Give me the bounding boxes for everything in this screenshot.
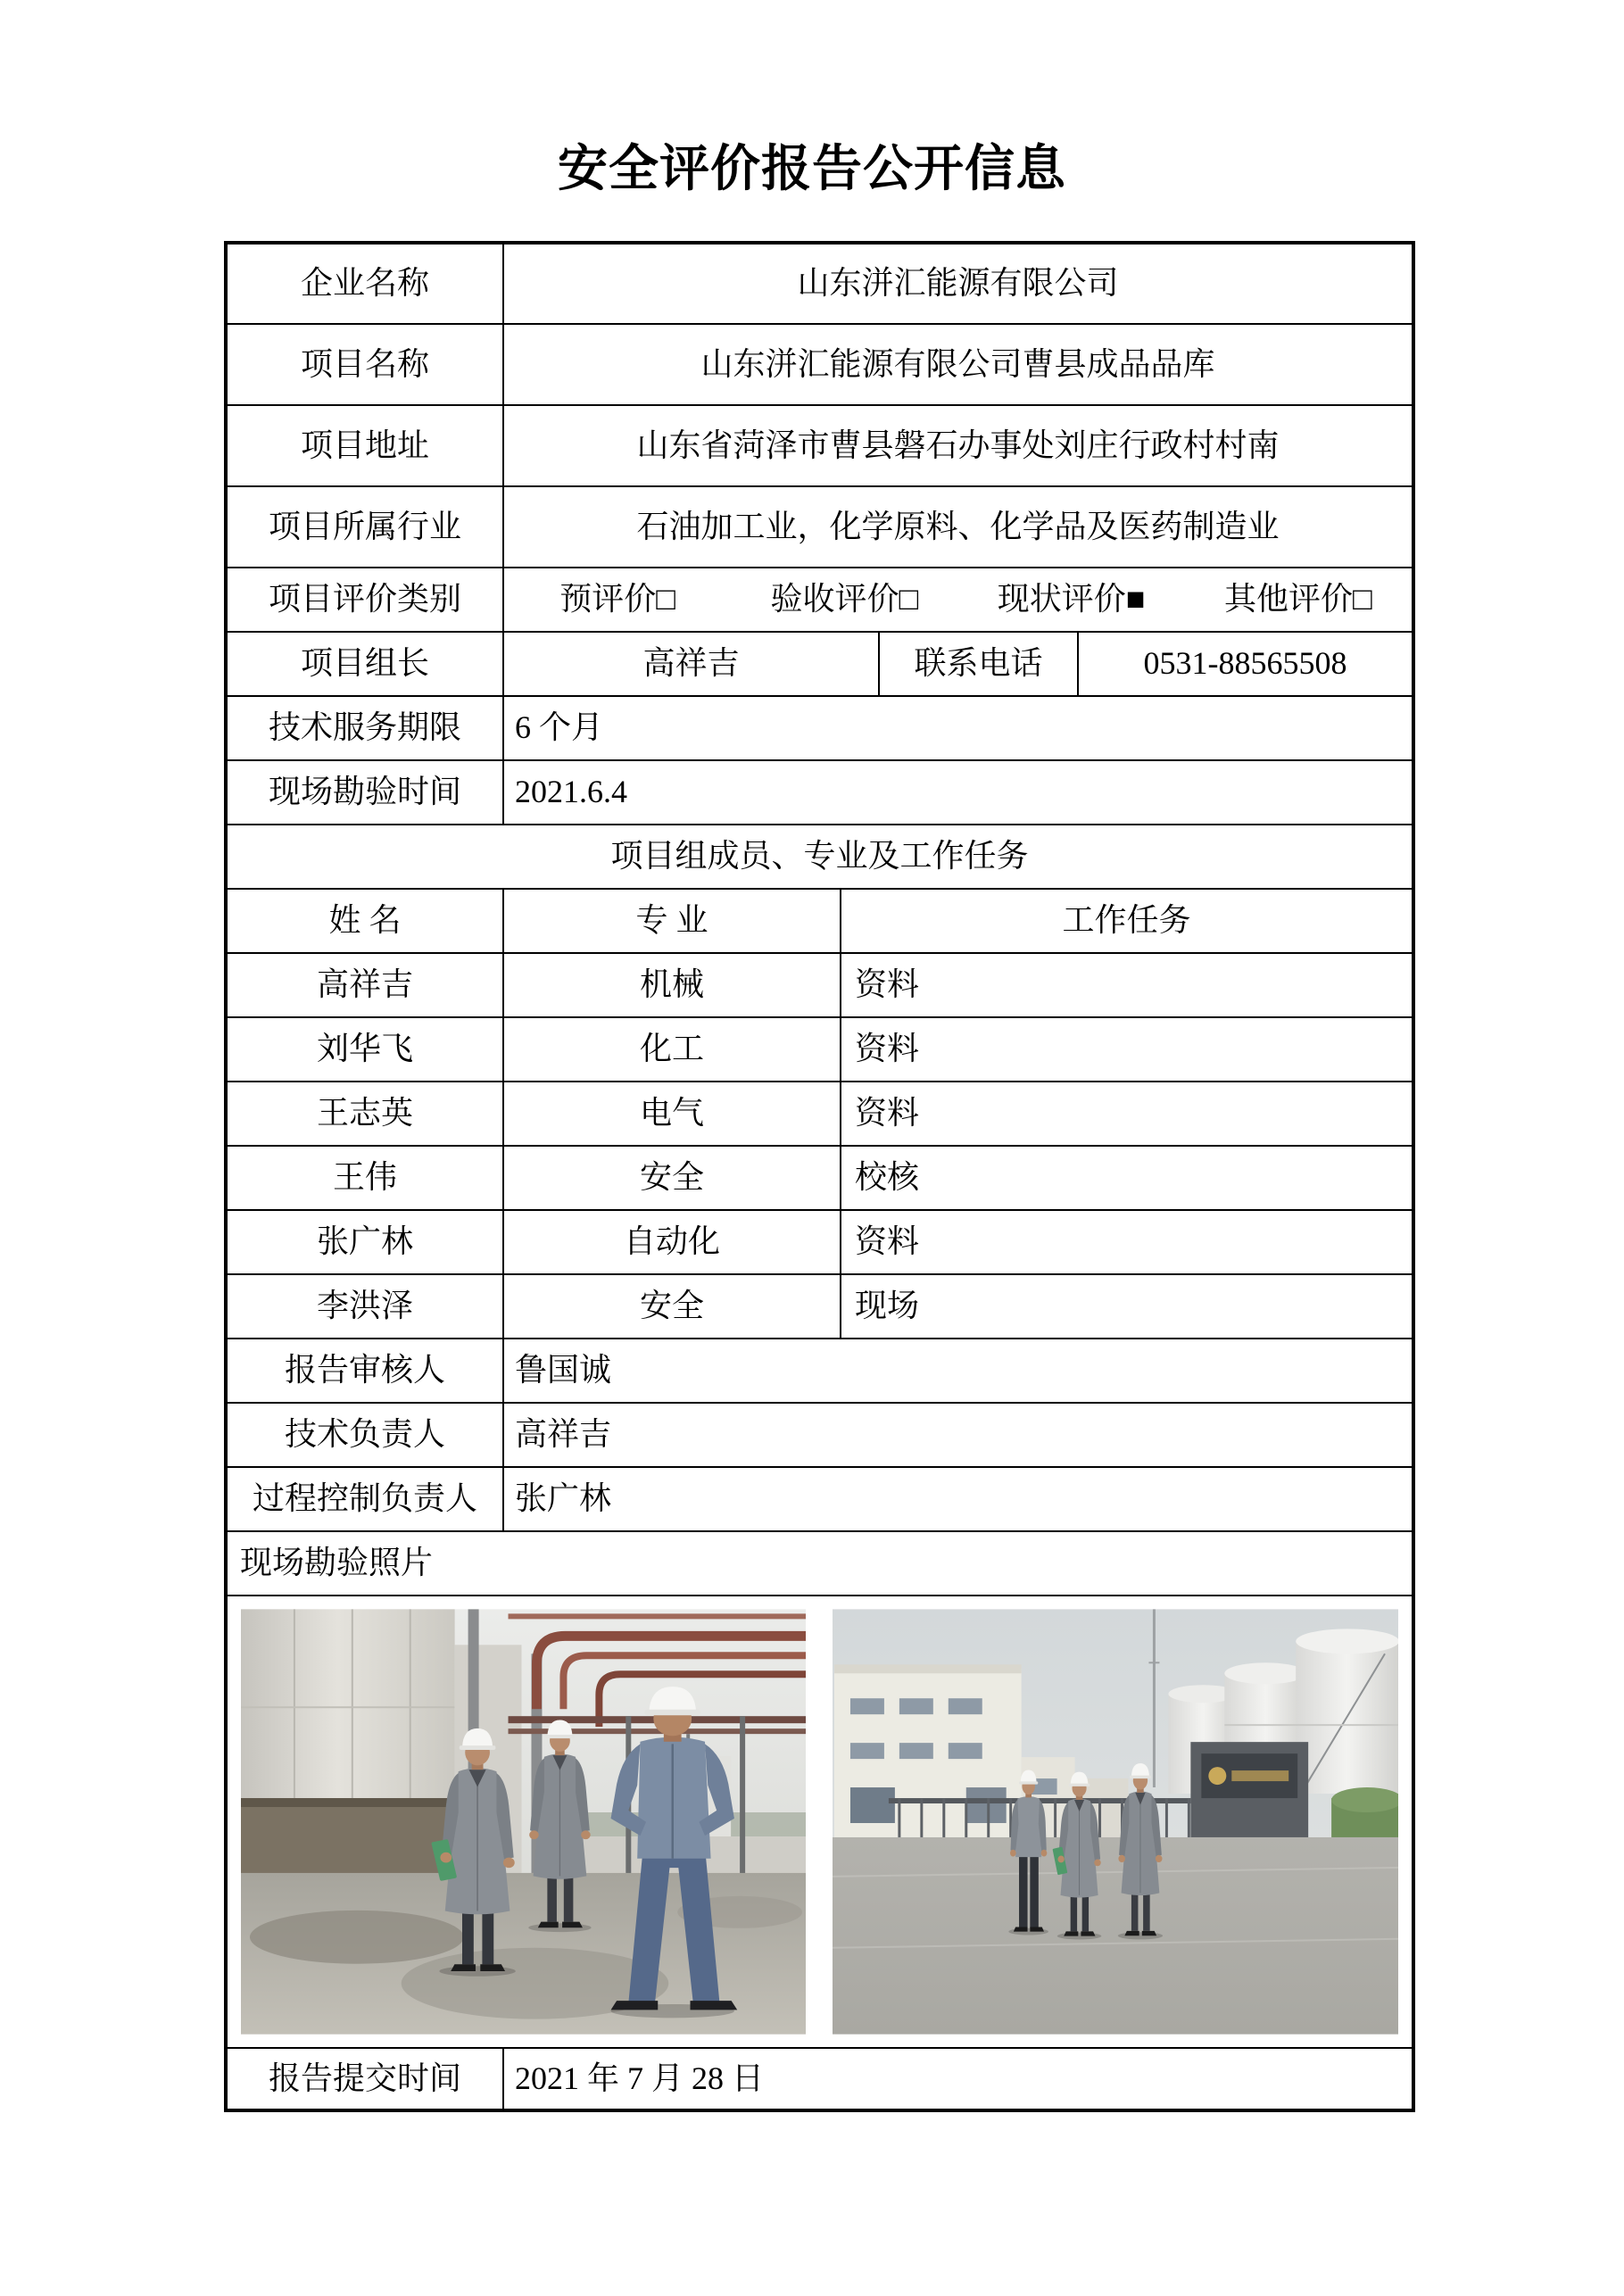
project-name-row (226, 324, 1413, 405)
service-period-label: 技术服务期限 (226, 696, 503, 760)
site-photo-factory-gate (833, 1609, 1398, 2035)
option-label: 验收评价 (770, 581, 899, 618)
member-task: 资料 (841, 1082, 1413, 1146)
member-row (226, 1146, 1413, 1210)
project-address-row (226, 405, 1413, 486)
project-address-value: 山东省菏泽市曹县磐石办事处刘庄行政村村南 (503, 405, 1413, 486)
option-label: 现状评价 (997, 581, 1126, 618)
member-task: 现场 (841, 1274, 1413, 1339)
member-specialty: 自动化 (503, 1210, 841, 1274)
evaluation-options-group (504, 580, 1412, 618)
submission-row (226, 2048, 1413, 2110)
member-task: 资料 (841, 1017, 1413, 1082)
member-name: 李洪泽 (226, 1274, 503, 1339)
technical-lead-label: 技术负责人 (226, 1403, 503, 1467)
option-pre-evaluation (504, 580, 731, 618)
industry-value: 石油加工业，化学原料、化学品及医药制造业 (503, 486, 1413, 568)
header-specialty: 专 业 (503, 889, 841, 953)
member-specialty: 化工 (503, 1017, 841, 1082)
members-header-row (226, 889, 1413, 953)
photos-label: 现场勘验照片 (226, 1531, 1413, 1596)
photos-group (241, 1609, 1398, 2035)
submission-label: 报告提交时间 (226, 2048, 503, 2110)
member-row (226, 953, 1413, 1017)
member-specialty: 安全 (503, 1274, 841, 1339)
member-task: 校核 (841, 1146, 1413, 1210)
reviewer-row (226, 1339, 1413, 1403)
option-label: 预评价 (559, 581, 657, 618)
member-specialty: 电气 (503, 1082, 841, 1146)
phone-value: 0531-88565508 (1078, 632, 1413, 696)
project-address-label: 项目地址 (226, 405, 503, 486)
photos-label-row (226, 1531, 1413, 1596)
company-value: 山东洴汇能源有限公司 (503, 243, 1413, 324)
option-other-evaluation (1185, 580, 1412, 618)
pavement (833, 1837, 1398, 2035)
checkbox-mark: □ (899, 581, 919, 618)
checkbox-mark-checked: ■ (1125, 581, 1146, 618)
project-name-label: 项目名称 (226, 324, 503, 405)
photos-cell (226, 1596, 1413, 2048)
option-current-status-evaluation (958, 580, 1185, 618)
member-name: 刘华飞 (226, 1017, 503, 1082)
photos-row (226, 1596, 1413, 2048)
member-name: 王伟 (226, 1146, 503, 1210)
member-specialty: 安全 (503, 1146, 841, 1210)
site-photo-pipe-area (241, 1609, 806, 2035)
project-name-value: 山东洴汇能源有限公司曹县成品品库 (503, 324, 1413, 405)
evaluation-type-options (503, 568, 1413, 632)
member-row (226, 1210, 1413, 1274)
process-control-lead-value: 张广林 (503, 1467, 1413, 1531)
evaluation-type-row (226, 568, 1413, 632)
member-specialty: 机械 (503, 953, 841, 1017)
reviewer-label: 报告审核人 (226, 1339, 503, 1403)
members-section-row (226, 825, 1413, 889)
survey-date-row (226, 760, 1413, 825)
header-name: 姓 名 (226, 889, 503, 953)
option-acceptance-evaluation (731, 580, 957, 618)
leader-value: 高祥吉 (503, 632, 879, 696)
header-task: 工作任务 (841, 889, 1413, 953)
member-name: 张广林 (226, 1210, 503, 1274)
document-title: 安全评价报告公开信息 (558, 140, 1066, 198)
phone-label: 联系电话 (879, 632, 1078, 696)
member-name: 高祥吉 (226, 953, 503, 1017)
option-label: 其他评价 (1223, 581, 1353, 618)
member-row (226, 1274, 1413, 1339)
leader-label: 项目组长 (226, 632, 503, 696)
process-control-lead-label: 过程控制负责人 (226, 1467, 503, 1531)
company-row (226, 243, 1413, 324)
member-name: 王志英 (226, 1082, 503, 1146)
report-info-table (224, 241, 1415, 2112)
service-period-value: 6 个月 (503, 696, 1413, 760)
member-task: 资料 (841, 1210, 1413, 1274)
tank-base-stain (241, 1798, 455, 1877)
survey-date-value: 2021.6.4 (503, 760, 1413, 825)
member-row (226, 1017, 1413, 1082)
reviewer-value: 鲁国诚 (503, 1339, 1413, 1403)
industry-row (226, 486, 1413, 568)
ground-stain (250, 1911, 464, 1964)
member-row (226, 1082, 1413, 1146)
checkbox-mark: □ (656, 581, 675, 618)
checkbox-mark: □ (1353, 581, 1372, 618)
company-label: 企业名称 (226, 243, 503, 324)
service-period-row (226, 696, 1413, 760)
submission-value: 2021 年 7 月 28 日 (503, 2048, 1413, 2110)
process-control-lead-row (226, 1467, 1413, 1531)
industry-label: 项目所属行业 (226, 486, 503, 568)
evaluation-type-label: 项目评价类别 (226, 568, 503, 632)
members-section-title: 项目组成员、专业及工作任务 (226, 825, 1413, 889)
technical-lead-value: 高祥吉 (503, 1403, 1413, 1467)
survey-date-label: 现场勘验时间 (226, 760, 503, 825)
company-logo (1208, 1767, 1226, 1785)
member-task: 资料 (841, 953, 1413, 1017)
leader-row (226, 632, 1413, 696)
technical-lead-row (226, 1403, 1413, 1467)
